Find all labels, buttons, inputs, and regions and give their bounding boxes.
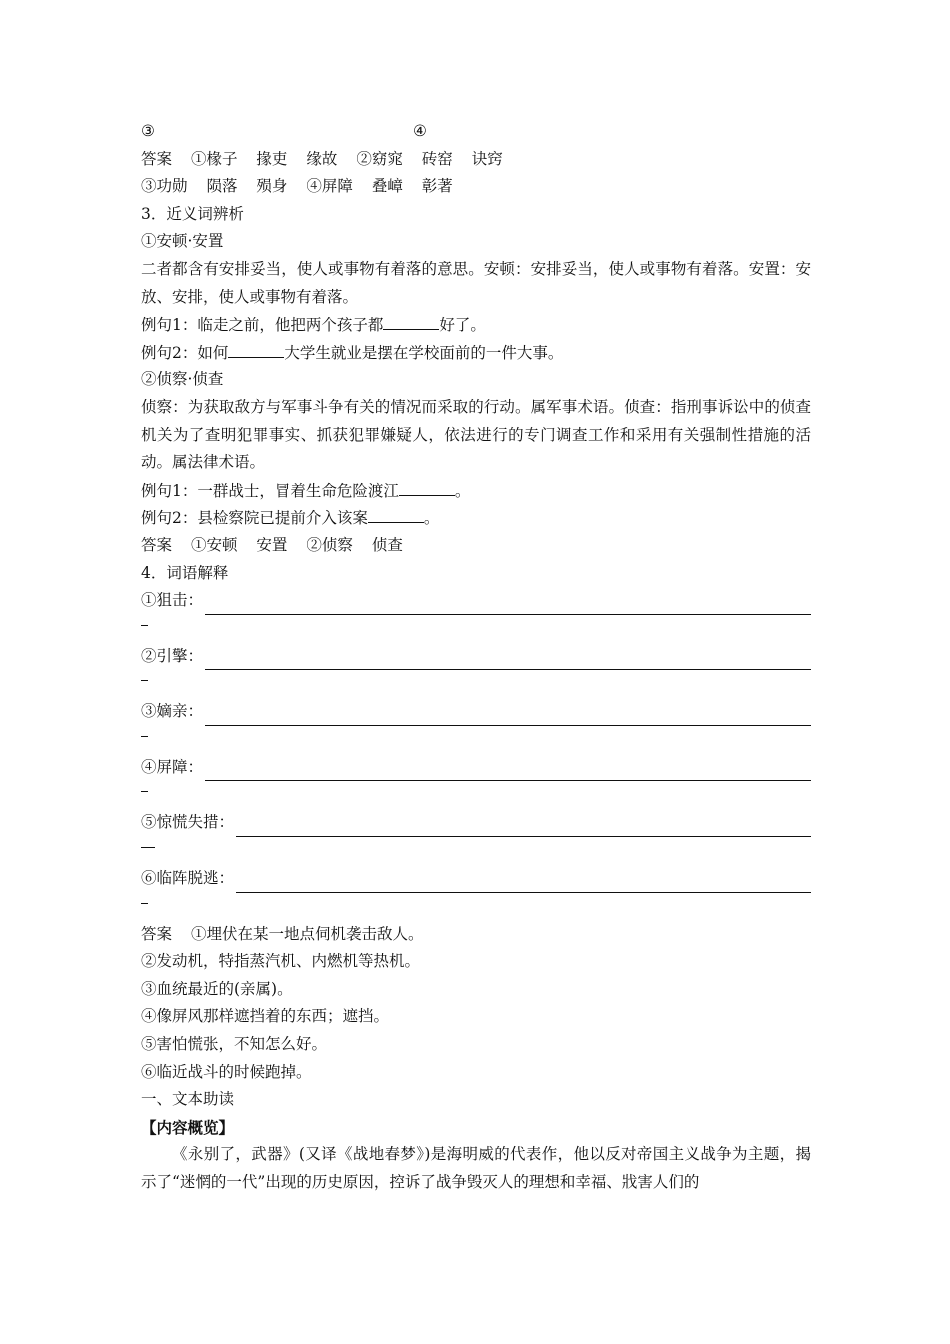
definition-answer: ③血统最近的(亲属)。 <box>141 979 293 998</box>
line-continuation <box>141 615 811 643</box>
example-sentence <box>141 311 811 339</box>
answer-word: ③功勋 <box>141 177 188 196</box>
definition-item <box>141 587 811 615</box>
subsection-heading: 【内容概览】 <box>141 1117 235 1137</box>
answer-label: 答案 <box>141 149 173 168</box>
section-heading: 一、文本助读 <box>141 1090 235 1109</box>
line-continuation <box>141 726 811 754</box>
line-continuation <box>141 837 811 865</box>
term-label: ①狙击： <box>141 591 204 610</box>
answer-word: 安置 <box>256 535 288 554</box>
example-text: 好了。 <box>439 316 486 335</box>
question-number-3: ③ <box>141 122 155 140</box>
fill-blank[interactable] <box>228 339 284 358</box>
word-pair-description: 二者都含有安排妥当，使人或事物有着落的意思。安顿：安排妥当，使人或事物有着落。安置：安放、安排，使人或事物有着落。 <box>141 259 811 306</box>
example-sentence <box>141 504 811 532</box>
answer-line-2 <box>141 173 811 201</box>
definition-answer: ④像屏风那样遮挡着的东西；遮挡。 <box>141 1007 390 1026</box>
fill-blank[interactable] <box>399 477 455 496</box>
answer-word: 彰著 <box>421 177 453 196</box>
answer-word: 侦查 <box>371 535 403 554</box>
definition-item <box>141 754 811 782</box>
definition-item <box>141 643 811 671</box>
term-label: ⑤惊慌失措： <box>141 813 235 832</box>
definition-item <box>141 809 811 837</box>
answer-line <box>141 532 811 560</box>
word-pair-title: ①安顿·安置 <box>141 232 224 251</box>
definition-answer: ⑥临近战斗的时候跑掉。 <box>141 1062 312 1081</box>
answer-line-blank[interactable] <box>236 818 811 837</box>
answer-line-blank[interactable] <box>205 596 811 615</box>
section-heading: 4．词语解释 <box>141 563 229 582</box>
definition-item <box>141 698 811 726</box>
example-text: 例句1：临走之前，他把两个孩子都 <box>141 316 384 335</box>
example-sentence <box>141 477 811 505</box>
answer-label: 答案 <box>141 924 173 943</box>
answer-word: ②窈窕 <box>356 149 403 168</box>
line-continuation <box>141 781 811 809</box>
definition-answer: ②发动机，特指蒸汽机、内燃机等热机。 <box>141 952 421 971</box>
fill-blank[interactable] <box>368 504 424 523</box>
document-page <box>141 118 811 1197</box>
question-number-row <box>141 118 811 146</box>
example-text: 例句1：一群战士，冒着生命危险渡江 <box>141 481 399 500</box>
example-text: 例句2：县检察院已提前介入该案 <box>141 509 368 528</box>
answer-word: ①安顿 <box>190 535 238 554</box>
example-sentence <box>141 339 811 367</box>
definition-answer: ①埋伏在某一地点伺机袭击敌人。 <box>190 924 424 943</box>
answer-word: 缘故 <box>306 149 338 168</box>
section-heading: 3．近义词辨析 <box>141 204 244 223</box>
answer-word: 诀窍 <box>471 149 503 168</box>
term-label: ②引擎： <box>141 646 204 665</box>
term-label: ③嫡亲： <box>141 702 204 721</box>
answer-word: ④屏障 <box>306 177 353 196</box>
answer-line <box>141 921 811 949</box>
definition-answer: ⑤害怕慌张，不知怎么好。 <box>141 1035 328 1054</box>
answer-label: 答案 <box>141 535 173 554</box>
answer-word: 殒身 <box>256 177 288 196</box>
answer-line-blank[interactable] <box>205 651 811 670</box>
answer-line-blank[interactable] <box>205 762 811 781</box>
word-pair-title: ②侦察·侦查 <box>141 370 224 389</box>
answer-word: 砖窑 <box>421 149 453 168</box>
example-text: 例句2：如何 <box>141 343 229 362</box>
answer-word: ①椽子 <box>190 149 238 168</box>
answer-word: ②侦察 <box>306 535 353 554</box>
answer-word: 叠嶂 <box>371 177 403 196</box>
fill-blank[interactable] <box>383 311 439 330</box>
answer-word: 掾吏 <box>256 149 288 168</box>
answer-line-blank[interactable] <box>236 874 811 893</box>
answer-line-1 <box>141 146 811 174</box>
answer-line-blank[interactable] <box>205 707 811 726</box>
definition-item <box>141 865 811 893</box>
example-text: 大学生就业是摆在学校面前的一件大事。 <box>284 343 564 362</box>
term-label: ⑥临阵脱逃： <box>141 869 235 888</box>
answer-word: 陨落 <box>206 177 238 196</box>
word-pair-description: 侦察：为获取敌方与军事斗争有关的情况而采取的行动。属军事术语。侦查：指刑事诉讼中的侦查机关为了查明犯罪事实、抓获犯罪嫌疑人，依法进行的专门调查工作和采用有关强制性措施的活动。属法律术语。 <box>141 397 811 472</box>
question-number-4: ④ <box>413 122 427 140</box>
example-text: 。 <box>454 481 471 500</box>
line-continuation <box>141 893 811 921</box>
line-continuation <box>141 670 811 698</box>
content-paragraph: 《永别了，武器》(又译《战地春梦》)是海明威的代表作，他以反对帝国主义战争为主题，揭示了“迷惘的一代”出现的历史原因，控诉了战争毁灭人的理想和幸福、戕害人们的 <box>141 1145 811 1191</box>
term-label: ④屏障： <box>141 757 204 776</box>
example-text: 。 <box>423 509 440 528</box>
